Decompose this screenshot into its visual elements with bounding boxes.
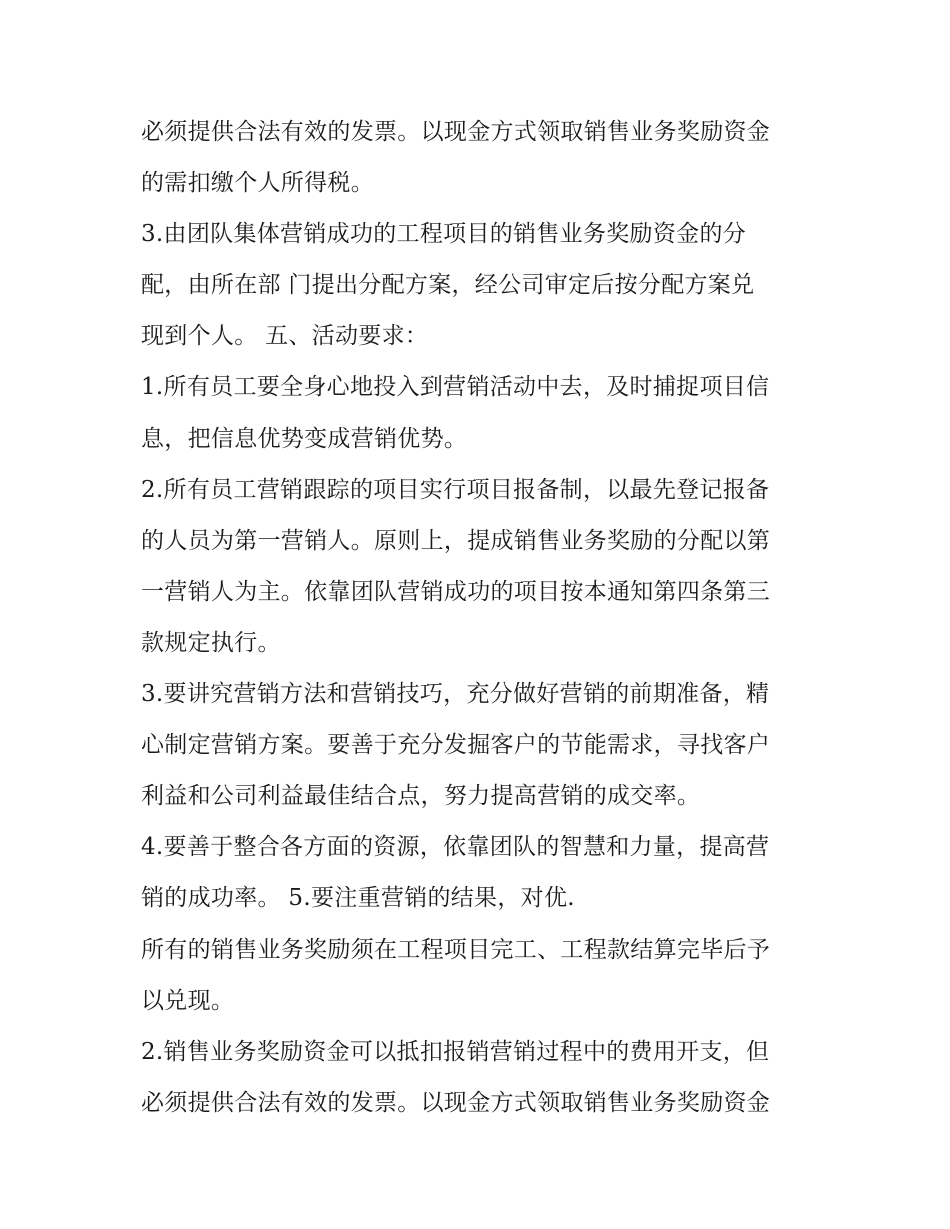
text-line: 必须提供合法有效的发票。以现金方式领取销售业务奖励资金 [141, 1089, 771, 1116]
text-line: 配，由所在部 门提出分配方案，经公司审定后按分配方案兑 [141, 272, 755, 299]
text-line: 现到个人。 五、活动要求： [141, 323, 429, 350]
text-line: 款规定执行。 [141, 629, 281, 656]
text-line: 息，把信息优势变成营销优势。 [141, 425, 468, 452]
text-line: 3.要讲究营销方法和营销技巧，充分做好营销的前期准备，精 [141, 681, 770, 708]
text-line: 1.所有员工要全身心地投入到营销活动中去，及时捕捉项目信 [141, 374, 770, 401]
text-line: 心制定营销方案。要善于充分发掘客户的节能需求，寻找客户 [141, 732, 771, 759]
text-line: 的需扣缴个人所得税。 [141, 170, 374, 197]
text-line: 以兑现。 [141, 987, 235, 1014]
text-line: 必须提供合法有效的发票。以现金方式领取销售业务奖励资金 [141, 119, 771, 145]
text-line: 的人员为第一营销人。原则上，提成销售业务奖励的分配以第 [141, 527, 771, 554]
text-line: 销的成功率。 5.要注重营销的结果，对优. [141, 885, 575, 912]
text-line: 所有的销售业务奖励须在工程项目完工、工程款结算完毕后予 [141, 936, 771, 963]
text-line: 一营销人为主。依靠团队营销成功的项目按本通知第四条第三 [141, 578, 771, 605]
text-line: 2.销售业务奖励资金可以抵扣报销营销过程中的费用开支，但 [141, 1038, 770, 1065]
text-line: 3.由团队集体营销成功的工程项目的销售业务奖励资金的分 [141, 221, 747, 248]
document-body [141, 107, 821, 1129]
text-line: 利益和公司利益最佳结合点，努力提高营销的成交率。 [141, 783, 701, 810]
text-line: 4.要善于整合各方面的资源，依靠团队的智慧和力量，提高营 [141, 834, 770, 861]
text-line: 2.所有员工营销跟踪的项目实行项目报备制，以最先登记报备 [141, 476, 770, 503]
